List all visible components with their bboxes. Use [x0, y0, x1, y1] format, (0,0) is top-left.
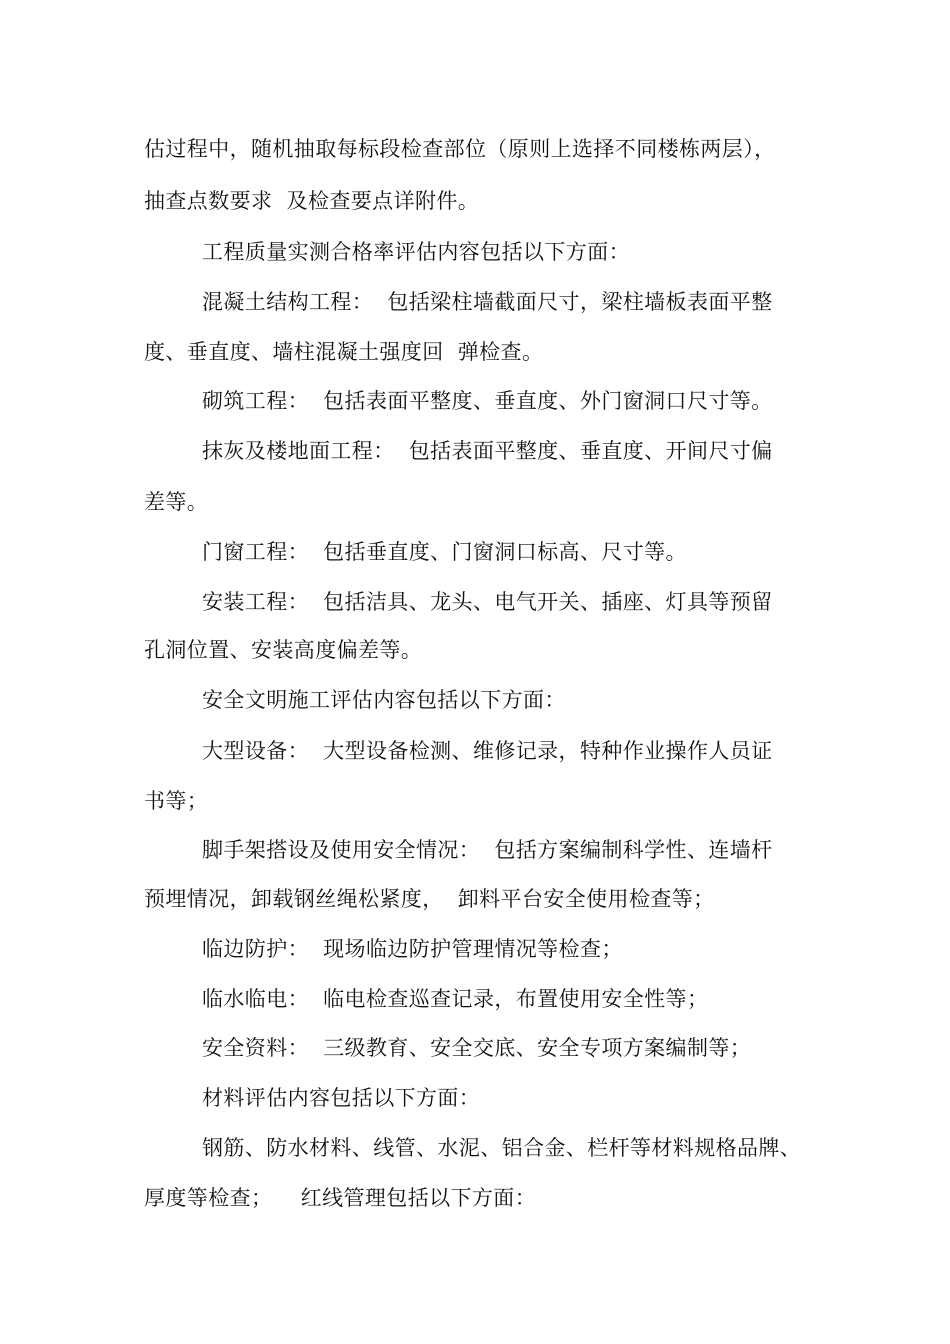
paragraph-line: 抹灰及楼地面工程： 包括表面平整度、垂直度、开间尺寸偏 — [202, 439, 773, 463]
paragraph-line: 孔洞位置、安装高度偏差等。 — [144, 638, 423, 662]
paragraph-line: 预埋情况，卸载钢丝绳松紧度， 卸料平台安全使用检查等； — [144, 887, 715, 911]
paragraph-line: 工程质量实测合格率评估内容包括以下方面： — [202, 240, 630, 264]
paragraph-line: 钢筋、防水材料、线管、水泥、铝合金、栏杆等材料规格品牌、 — [202, 1136, 802, 1160]
paragraph-line: 差等。 — [144, 490, 209, 514]
paragraph-line: 临水临电： 临电检查巡查记录，布置使用安全性等； — [202, 987, 709, 1011]
paragraph-line: 厚度等检查； 红线管理包括以下方面： — [144, 1186, 537, 1210]
paragraph-line: 临边防护： 现场临边防护管理情况等检查； — [202, 937, 623, 961]
paragraph-line: 脚手架搭设及使用安全情况： 包括方案编制科学性、连墙杆 — [202, 838, 773, 862]
paragraph-line: 估过程中，随机抽取每标段检查部位（原则上选择不同楼栋两层）， — [144, 137, 776, 161]
paragraph-line: 安全资料： 三级教育、安全交底、安全专项方案编制等； — [202, 1036, 752, 1060]
paragraph-line: 安装工程： 包括洁具、龙头、电气开关、插座、灯具等预留 — [202, 590, 773, 614]
paragraph-line: 度、垂直度、墙柱混凝土强度回 弹检查。 — [144, 340, 544, 364]
paragraph-line: 砌筑工程： 包括表面平整度、垂直度、外门窗洞口尺寸等。 — [202, 389, 773, 413]
paragraph-line: 抽查点数要求 及检查要点详附件。 — [144, 189, 480, 213]
paragraph-line: 大型设备： 大型设备检测、维修记录，特种作业操作人员证 — [202, 739, 773, 763]
paragraph-line: 混凝土结构工程： 包括梁柱墙截面尺寸，梁柱墙板表面平整 — [202, 290, 773, 314]
paragraph-line: 书等； — [144, 789, 209, 813]
paragraph-line: 材料评估内容包括以下方面： — [202, 1086, 481, 1110]
paragraph-line: 安全文明施工评估内容包括以下方面： — [202, 688, 566, 712]
paragraph-line: 门窗工程： 包括垂直度、门窗洞口标高、尺寸等。 — [202, 540, 687, 564]
